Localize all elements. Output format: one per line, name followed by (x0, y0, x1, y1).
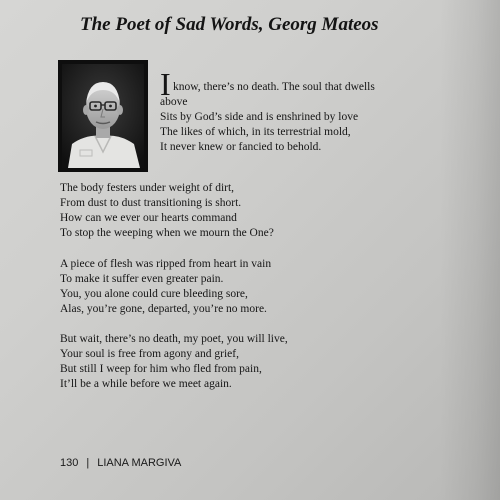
poem-title: The Poet of Sad Words, Georg Mateos (80, 14, 379, 35)
page-shadow (440, 0, 500, 500)
poem-line: Your soul is free from agony and grief, (60, 348, 239, 360)
poem-line: above (160, 96, 188, 108)
page-number: 130 (60, 457, 79, 469)
stanza-2 (60, 181, 274, 241)
poem-line: A piece of flesh was ripped from heart in vain (60, 258, 272, 270)
author-name: LIANA MARGIVA (97, 457, 182, 469)
poem-line: How can we ever our hearts command (60, 212, 237, 224)
portrait-image (62, 64, 144, 168)
poem-line: It never knew or fancied to behold. (160, 141, 322, 153)
poem-line: To stop the weeping when we mourn the One? (60, 227, 274, 239)
stanza-4 (60, 332, 288, 392)
poem-line: But wait, there’s no death, my poet, you will live, (60, 333, 288, 345)
poet-portrait-photo (58, 60, 148, 172)
poem-line: From dust to dust transitioning is short. (60, 197, 242, 209)
poem-line: know, there’s no death. The soul that dwells (173, 81, 375, 93)
page-footer (60, 457, 181, 469)
poem-line: It’ll be a while before we meet again. (60, 378, 232, 390)
poem-line: To make it suffer even greater pain. (60, 273, 224, 285)
poem-line: Alas, you’re gone, departed, you’re no more. (60, 303, 267, 315)
poem-line: Sits by God’s side and is enshrined by love (160, 111, 359, 123)
poem-line: The body festers under weight of dirt, (60, 182, 235, 194)
stanza-3 (60, 257, 271, 317)
poem-line: But still I weep for him who fled from pain, (60, 363, 262, 375)
poem-line: You, you alone could cure bleeding sore, (60, 288, 248, 300)
poem-line: The likes of which, in its terrestrial mold, (160, 126, 351, 138)
drop-cap-letter: I (160, 66, 171, 102)
stanza-1 (160, 80, 375, 155)
footer-separator: | (86, 457, 90, 469)
